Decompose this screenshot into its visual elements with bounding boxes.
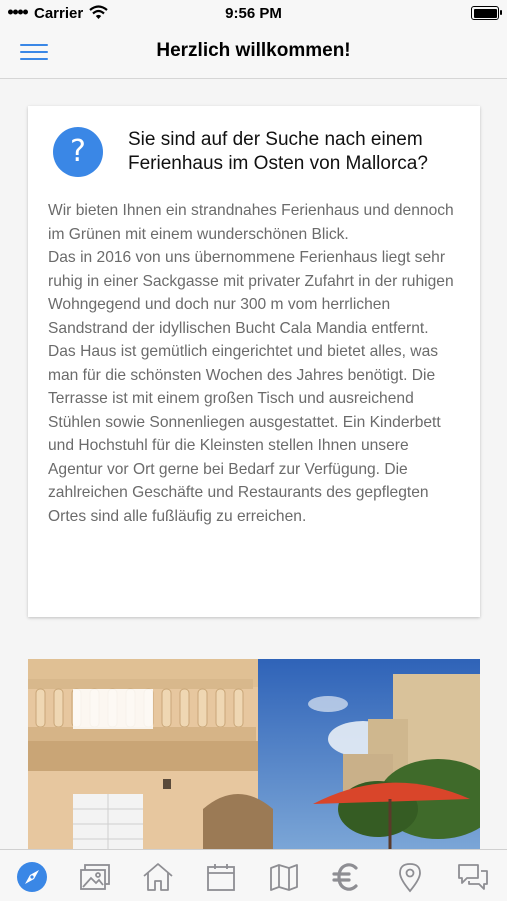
carrier-label: Carrier <box>34 5 84 22</box>
card-body <box>48 199 464 528</box>
home-icon[interactable] <box>141 860 175 894</box>
status-bar <box>0 0 507 27</box>
scroll-content[interactable] <box>0 79 507 849</box>
body-paragraph: Wir bieten Ihnen ein strandnahes Ferienhaus und dennoch im Grünen mit einem wunderschönen Blick. <box>48 202 454 243</box>
tab-bar <box>0 849 507 901</box>
compass-icon[interactable] <box>15 860 49 894</box>
intro-card <box>28 106 480 617</box>
chat-icon[interactable] <box>456 860 490 894</box>
location-pin-icon[interactable] <box>393 860 427 894</box>
battery-icon <box>471 6 499 20</box>
card-heading: Sie sind auf der Suche nach einem Ferienhaus im Osten von Mallorca? <box>128 129 428 174</box>
gallery-icon[interactable] <box>78 860 112 894</box>
map-icon[interactable] <box>267 860 301 894</box>
euro-icon[interactable] <box>330 860 364 894</box>
navigation-bar <box>0 27 507 79</box>
question-mark-icon: ? <box>53 127 103 177</box>
clock-time: 9:56 PM <box>225 5 282 22</box>
house-photo <box>28 659 480 849</box>
body-paragraph: Das Haus ist gemütlich eingerichtet und bietet alles, was man für die schönsten Wochen des Jahres benötigt. Die Terrasse ist mit einem großen Tisch und ausreichend Stühlen sowie Sonnenliegen ausgestattet. Ein Kinderbett und Hochstuhl für die Kleinsten stellen Ihnen unsere Agentur vor Ort gerne bei Bedarf zur Verfügung. Die zahlreichen Geschäfte und Restaurants des gepflegten Ortes sind alle fußläufig zu erreichen. <box>48 343 441 525</box>
calendar-icon[interactable] <box>204 860 238 894</box>
page-title: Herzlich willkommen! <box>156 40 351 61</box>
body-paragraph: Das in 2016 von uns übernommene Ferienhaus liegt sehr ruhig in einer Sackgasse mit privater Zufahrt in der ruhigen Wohngegend und doch nur 300 m vom herrlichen Sandstrand der idyllischen Bucht Cala Mandia entfernt. <box>48 249 454 337</box>
